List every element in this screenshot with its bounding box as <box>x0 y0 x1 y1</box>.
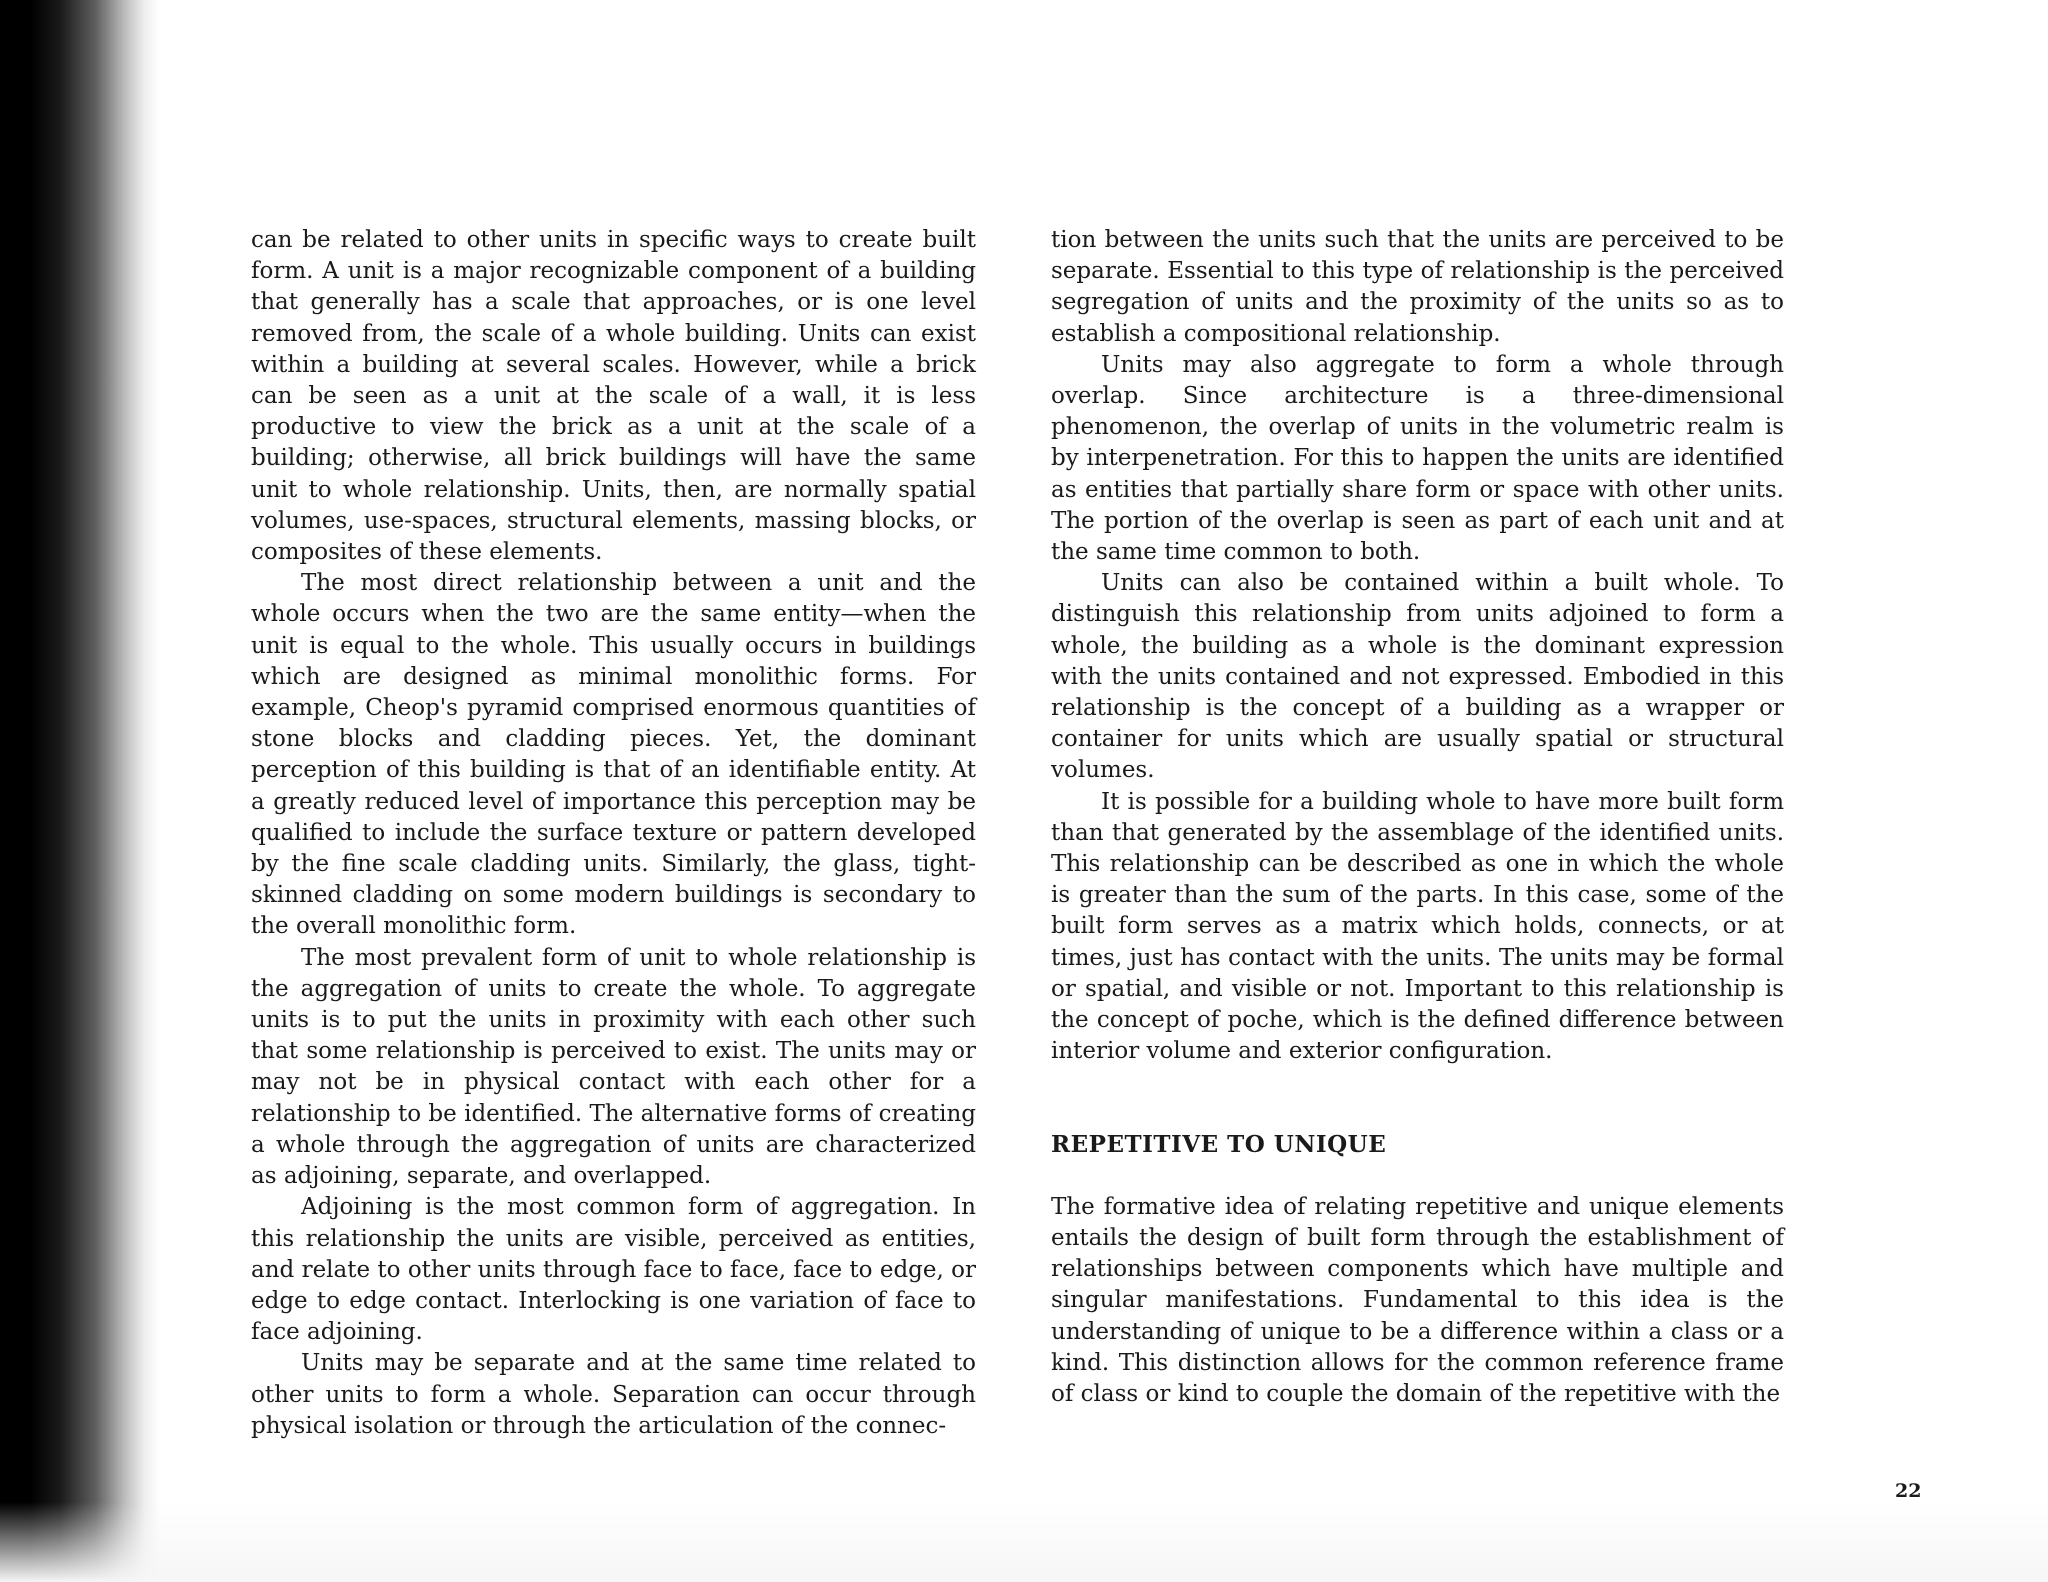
paragraph: Adjoining is the most common form of aggregation. In this relationship the units are visible, perceived as entities, and relate to other units through face to face, face to edge, or edge to edge contact. Interlocking is one variation of face to face adjoining. <box>251 1194 976 1346</box>
paragraph: Units can also be contained within a built whole. To distinguish this relationship from units adjoined to form a whole, the building as a whole is the dominant expression with the units contained and not expressed. Embodied in this relationship is the concept of a building as a wrapper or container for units which are usually spatial or structural volumes. <box>1051 570 1784 784</box>
right-text-column <box>1051 225 1784 1410</box>
paragraph: can be related to other units in specific ways to create built form. A unit is a major recognizable component of a building that generally has a scale that approaches, or is one level removed from, the scale of a whole building. Units can exist within a building at several scales. However, while a brick can be seen as a unit at the scale of a wall, it is less productive to view the brick as a unit at the scale of a building; otherwise, all brick buildings will have the same unit to whole relationship. Units, then, are normally spatial volumes, use-spaces, structural elements, massing blocks, or composites of these elements. <box>251 227 976 566</box>
left-text-column <box>251 225 976 1442</box>
paragraph: Units may be separate and at the same time related to other units to form a whole. Separation can occur through physical isolation or through the articulation of the connec- <box>251 1350 976 1439</box>
section-heading: REPETITIVE TO UNIQUE <box>1051 1131 1387 1159</box>
paragraph: tion between the units such that the units are perceived to be separate. Essential to this type of relationship is the perceived segregation of units and the proximity of the units so as to establish a compositional relationship. <box>1051 227 1784 347</box>
binding-shadow <box>0 0 160 1582</box>
paragraph: The most direct relationship between a unit and the whole occurs when the two are the same entity—when the unit is equal to the whole. This usually occurs in buildings which are designed as minimal monolithic forms. For example, Cheop's pyramid comprised enormous quantities of stone blocks and cladding pieces. Yet, the dominant perception of this building is that of an identifiable entity. At a greatly reduced level of importance this perception may be qualified to include the surface texture or pattern developed by the fine scale cladding units. Similarly, the glass, tight-skinned cladding on some modern buildings is secondary to the overall monolithic form. <box>251 570 976 940</box>
page-number: 22 <box>1895 1480 1922 1502</box>
paragraph: Units may also aggregate to form a whole through overlap. Since architecture is a three-dimensional phenomenon, the overlap of units in the volumetric realm is by interpenetration. For this to happen the units are identified as entities that partially share form or space with other units. The portion of the overlap is seen as part of each unit and at the same time common to both. <box>1051 351 1784 566</box>
paragraph: The formative idea of relating repetitive and unique elements entails the design of built form through the establishment of relationships between components which have multiple and singular manifestations. Fundamental to this idea is the understanding of unique to be a difference within a class or a kind. This distinction allows for the common reference frame of class or kind to couple the domain of the repetitive with the <box>1051 1193 1784 1407</box>
scan-tint <box>0 1502 2048 1582</box>
paragraph: The most prevalent form of unit to whole relationship is the aggregation of units to create the whole. To aggregate units is to put the units in proximity with each other such that some relationship is perceived to exist. The units may or may not be in physical contact with each other for a relationship to be identified. The alternative forms of creating a whole through the aggregation of units are characterized as adjoining, separate, and overlapped. <box>251 944 976 1190</box>
paragraph: It is possible for a building whole to have more built form than that generated by the assemblage of the identified units. This relationship can be described as one in which the whole is greater than the sum of the parts. In this case, some of the built form serves as a matrix which holds, connects, or at times, just has contact with the units. The units may be formal or spatial, and visible or not. Important to this relationship is the concept of poche, which is the defined difference between interior volume and exterior configuration. <box>1051 788 1784 1065</box>
